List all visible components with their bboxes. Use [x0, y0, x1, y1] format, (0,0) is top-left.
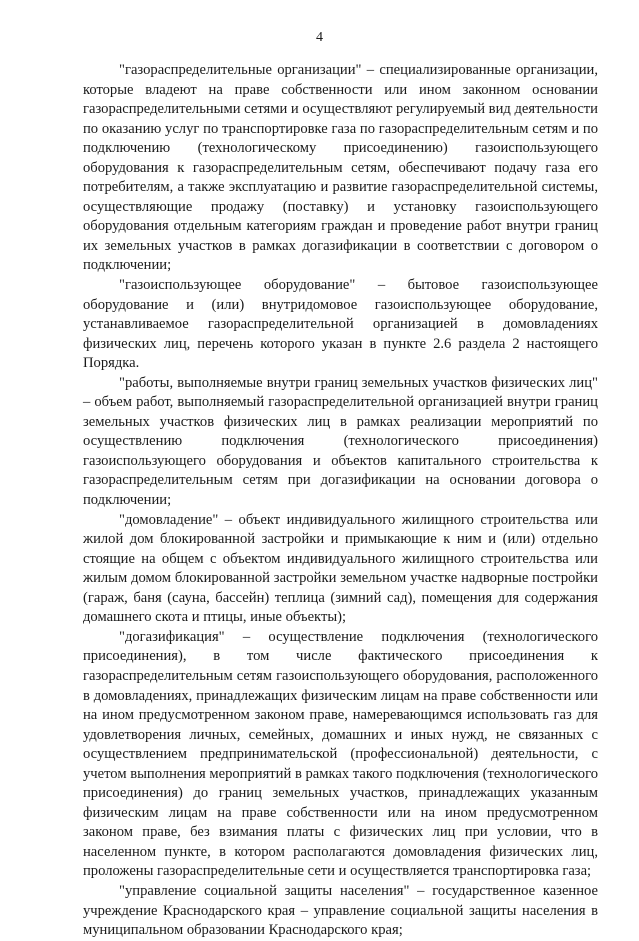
- definition-additional-gasification: "догазификация" – осуществление подключения (технологического присоединения), в том числе фактического присоединения к газораспределительным сетям газоиспользующего оборудования, расположенного в домовладениях, принадлежащих физическим лицам на праве собственности или на ином предусмотренном законом праве, намеревающимся использовать газ для удовлетворения личных, семейных, домашних и иных нужд, не связанных с осуществлением предпринимательской (профессиональной) деятельности, с учетом выполнения мероприятий в рамках такого подключения (технологического присоединения) до границ земельных участков, принадлежащих указанным физическим лицам на праве собственности или на ином предусмотренном законом праве, без взимания платы с физических лиц при условии, что в населенном пункте, в котором располагаются домовладения физических лиц, проложены газораспределительные сети и осуществляется транспортировка газа;: [83, 628, 598, 880]
- definition-gas-using-equipment: "газоиспользующее оборудование" – бытовое газоиспользующее оборудование и (или) внутридомовое газоиспользующее оборудование, устанавливаемое газораспределительной организацией в домовладениях физических лиц, перечень которого указан в пункте 2.6 раздела 2 настоящего Порядка.: [83, 277, 598, 372]
- definition-works-within-land-plots: "работы, выполняемые внутри границ земельных участков физических лиц" – объем работ, выполняемый газораспределительной организацией внутри границ земельных участков физических лиц в рамках реализации мероприятий по осуществлению подключения (технологического присоединения) газоиспользующего оборудования и объектов капитального строительства к газораспределительным сетям при догазификации на основании договора о подключении;: [83, 374, 598, 509]
- page-number: 4: [316, 30, 323, 45]
- definition-gas-distribution-organizations: "газораспределительные организации" – специализированные организации, которые владеют на праве собственности или ином законном основании газораспределительными сетями и осуществляют регулируемый вид деятельности по оказанию услуг по транспортировке газа по газораспределительным сетям и по подключению (технологическому присоединению) газоиспользующего оборудования к газораспределительным сетям, обеспечивают подачу газа его потребителям, а также эксплуатацию и развитие газораспределительной системы, осуществляющие продажу (поставку) и установку газоиспользующего оборудования отдельным категориям граждан и проведение работ внутри границ их земельных участков в рамках догазификации в соответствии с договором о подключении;: [83, 62, 598, 274]
- definition-household: "домовладение" – объект индивидуального жилищного строительства или жилой дом блокированной застройки и примыкающие к ним и (или) отдельно стоящие на общем с объектом индивидуального жилищного строительства или жилым домом блокированной застройки земельном участке надворные постройки (гараж, баня (сауна, бассейн) теплица (зимний сад), помещения для содержания домашнего скота и птицы, иные объекты);: [83, 511, 598, 626]
- document-body: [83, 61, 598, 941]
- definition-social-protection-department: "управление социальной защиты населения" – государственное казенное учреждение Краснодарского края – управление социальной защиты населения в муниципальном образовании Краснодарского края;: [83, 882, 598, 939]
